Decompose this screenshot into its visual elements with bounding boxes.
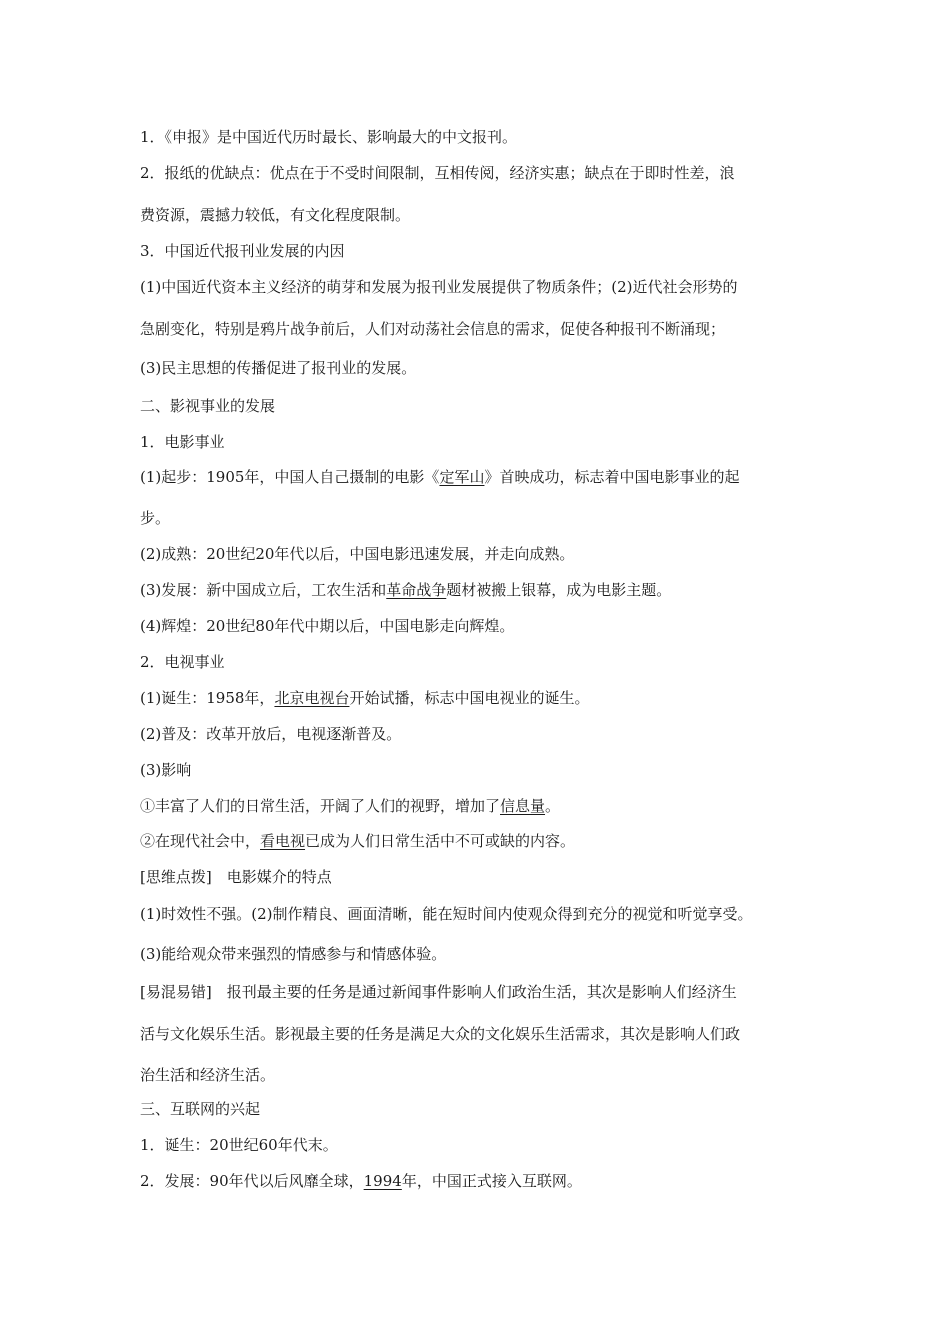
subsection-heading: 2．电视事业 — [140, 653, 225, 671]
text-line: 3．中国近代报刊业发展的内因 — [140, 242, 345, 260]
underlined-term: 信息量 — [500, 797, 546, 815]
text-segment: ①丰富了人们的日常生活，开阔了人们的视野，增加了 — [140, 797, 501, 815]
text-line — [140, 1171, 582, 1191]
text-line: (3)能给观众带来强烈的情感参与和情感体验。 — [140, 945, 447, 963]
text-segment: 已成为人们日常生活中不可或缺的内容。 — [305, 832, 576, 850]
text-line: (2)成熟：20世纪20年代以后，中国电影迅速发展，并走向成熟。 — [140, 545, 575, 563]
text-segment: 》首映成功，标志着中国电影事业的起 — [484, 468, 740, 486]
text-segment: 年，中国正式接入互联网。 — [401, 1172, 582, 1190]
subsection-heading: 1．电影事业 — [140, 433, 225, 451]
text-line: (3)影响 — [140, 761, 192, 779]
text-line: 费资源，震撼力较低，有文化程度限制。 — [140, 206, 411, 224]
text-segment: (1)起步：1905年，中国人自己摄制的电影《 — [140, 468, 440, 486]
text-segment: 2．发展：90年代以后风靡全球， — [140, 1172, 364, 1190]
text-line — [140, 688, 589, 708]
text-line — [140, 831, 575, 851]
text-line: (1)中国近代资本主义经济的萌芽和发展为报刊业发展提供了物质条件；(2)近代社会形势的 — [140, 278, 738, 296]
text-line: 1．诞生：20世纪60年代末。 — [140, 1136, 338, 1154]
text-line: 活与文化娱乐生活。影视最主要的任务是满足大众的文化娱乐生活需求，其次是影响人们政 — [140, 1025, 741, 1043]
underlined-term: 定军山 — [439, 468, 485, 486]
text-segment: 题材被搬上银幕，成为电影主题。 — [446, 581, 672, 599]
text-segment: ②在现代社会中， — [140, 832, 261, 850]
text-line: 步。 — [140, 509, 171, 527]
text-segment: 。 — [545, 797, 561, 815]
text-line: (1)时效性不强。(2)制作精良、画面清晰，能在短时间内使观众得到充分的视觉和听觉享受。 — [140, 905, 753, 923]
text-line: 治生活和经济生活。 — [140, 1066, 276, 1084]
text-segment: 开始试播，标志中国电视业的诞生。 — [349, 689, 590, 707]
text-line: 1．《申报》是中国近代历时最长、影响最大的中文报刊。 — [140, 128, 518, 146]
text-line: (2)普及：改革开放后，电视逐渐普及。 — [140, 725, 402, 743]
text-line — [140, 796, 560, 816]
underlined-term: 革命战争 — [386, 581, 447, 599]
tip-heading: [思维点拨] 电影媒介的特点 — [140, 868, 332, 886]
underlined-term: 北京电视台 — [274, 689, 350, 707]
text-segment: (1)诞生：1958年， — [140, 689, 275, 707]
underlined-term: 1994 — [363, 1172, 402, 1190]
text-line — [140, 467, 739, 487]
text-line: [易混易错] 报刊最主要的任务是通过新闻事件影响人们政治生活，其次是影响人们经济生 — [140, 983, 737, 1001]
text-line: 2．报纸的优缺点：优点在于不受时间限制，互相传阅，经济实惠；缺点在于即时性差，浪 — [140, 164, 735, 182]
text-line: (4)辉煌：20世纪80年代中期以后，中国电影走向辉煌。 — [140, 617, 515, 635]
section-heading: 二、影视事业的发展 — [140, 397, 276, 415]
text-line: (3)民主思想的传播促进了报刊业的发展。 — [140, 359, 417, 377]
text-segment: (3)发展：新中国成立后，工农生活和 — [140, 581, 387, 599]
underlined-term: 看电视 — [260, 832, 306, 850]
text-line: 急剧变化，特别是鸦片战争前后，人们对动荡社会信息的需求，促使各种报刊不断涌现； — [140, 320, 726, 338]
text-line — [140, 580, 671, 600]
section-heading: 三、互联网的兴起 — [140, 1100, 261, 1118]
